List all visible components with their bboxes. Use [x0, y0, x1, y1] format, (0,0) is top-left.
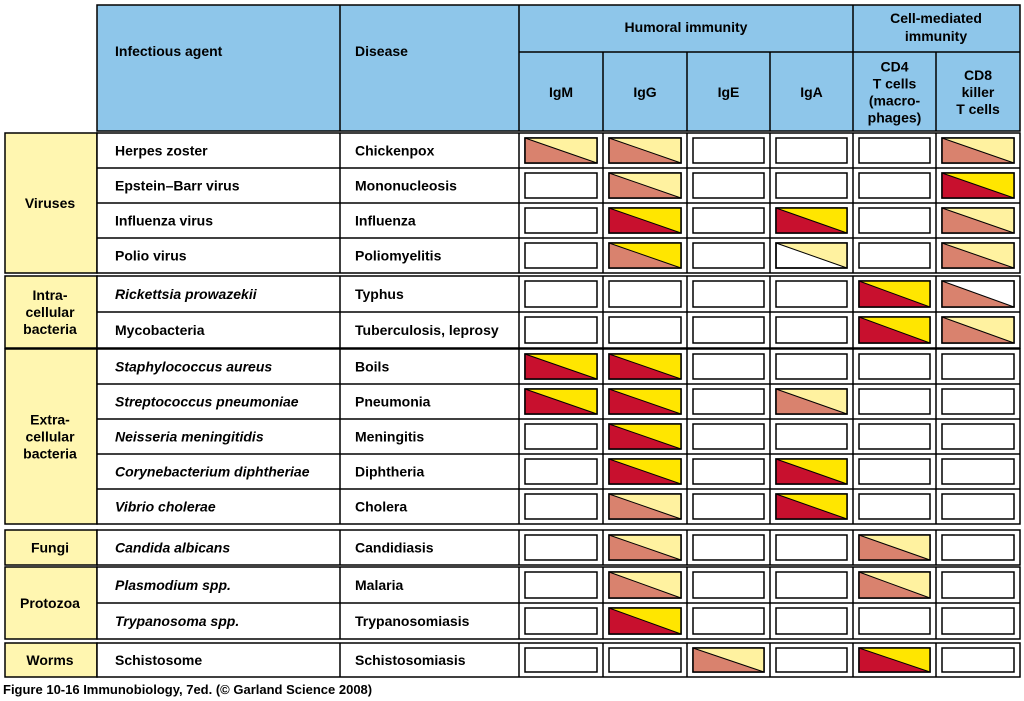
response-mark-cd8	[942, 648, 1014, 672]
response-mark-cd4	[859, 243, 930, 268]
response-mark-cd4	[859, 173, 930, 198]
response-mark-igg	[609, 424, 681, 449]
header-col-3: IgA	[800, 84, 823, 100]
disease-cell: Pneumonia	[355, 393, 431, 410]
response-mark-iga	[776, 648, 847, 672]
disease-cell: Candidiasis	[355, 539, 434, 556]
disease-cell: Diphtheria	[355, 463, 425, 480]
group-extracellularbacteria	[5, 349, 1020, 524]
response-mark-igm	[525, 424, 597, 449]
response-mark-cd4	[859, 572, 930, 598]
response-mark-igg	[609, 138, 681, 163]
response-mark-igg	[609, 208, 681, 233]
response-mark-ige	[693, 243, 764, 268]
response-mark-igm	[525, 354, 597, 379]
header-col-5: CD8	[963, 67, 993, 83]
response-mark-ige	[693, 208, 764, 233]
header-cell-mediated-immunity: Cell-mediated	[890, 10, 982, 26]
group-worms	[5, 643, 1020, 677]
header-disease: Disease	[355, 43, 408, 59]
response-mark-igg	[609, 173, 681, 198]
response-mark-iga	[776, 354, 847, 379]
response-mark-cd8	[942, 494, 1014, 519]
header-col-5: killer	[961, 84, 995, 100]
response-mark-iga	[776, 281, 847, 307]
response-mark-igg	[609, 535, 681, 560]
disease-cell: Influenza	[355, 212, 416, 229]
response-mark-iga	[776, 572, 847, 598]
response-mark-cd8	[942, 317, 1014, 343]
infectious-agent-cell: Corynebacterium diphtheriae	[115, 463, 310, 480]
group-label: Worms	[26, 652, 74, 668]
response-mark-iga	[776, 535, 847, 560]
response-mark-igm	[525, 535, 597, 560]
group-label: Viruses	[24, 195, 76, 211]
infectious-agent-cell: Polio virus	[115, 247, 187, 264]
group-viruses	[5, 133, 1020, 273]
disease-cell: Boils	[355, 358, 390, 375]
response-mark-cd4	[859, 648, 930, 672]
response-mark-igg	[609, 243, 681, 268]
response-mark-cd8	[942, 389, 1014, 414]
response-mark-ige	[693, 173, 764, 198]
response-mark-cd4	[859, 494, 930, 519]
disease-cell: Cholera	[355, 498, 408, 515]
disease-cell: Typhus	[355, 286, 404, 302]
response-mark-ige	[693, 572, 764, 598]
response-mark-igm	[525, 138, 597, 163]
header-col-4: CD4	[880, 58, 909, 75]
header-col-2: IgE	[717, 84, 740, 100]
response-mark-igg	[609, 459, 681, 484]
response-mark-iga	[776, 424, 847, 449]
response-mark-cd4	[859, 208, 930, 233]
response-mark-ige	[693, 459, 764, 484]
response-mark-ige	[693, 281, 764, 307]
response-mark-cd4	[859, 389, 930, 414]
response-mark-cd8	[942, 608, 1014, 634]
infectious-agent-cell: Trypanosoma spp.	[115, 613, 240, 629]
response-mark-iga	[776, 317, 847, 343]
response-mark-cd8	[942, 138, 1014, 163]
infectious-agent-cell: Staphylococcus aureus	[115, 358, 273, 375]
group-label: cellular	[25, 428, 75, 445]
response-mark-cd4	[859, 459, 930, 484]
group-intracellularbacteria	[5, 276, 1020, 348]
disease-cell: Meningitis	[355, 428, 425, 445]
disease-cell: Trypanosomiasis	[355, 613, 470, 629]
disease-cell: Tuberculosis, leprosy	[355, 322, 499, 338]
infectious-agent-cell: Candida albicans	[115, 539, 231, 556]
disease-cell: Schistosomiasis	[355, 652, 466, 668]
response-mark-cd8	[942, 208, 1014, 233]
response-mark-cd4	[859, 354, 930, 379]
infectious-agent-cell: Plasmodium spp.	[115, 577, 231, 593]
response-mark-cd8	[942, 572, 1014, 598]
response-mark-igm	[525, 173, 597, 198]
response-mark-igm	[525, 459, 597, 484]
response-mark-igg	[609, 608, 681, 634]
infectious-agent-cell: Influenza virus	[115, 212, 214, 229]
header-infectious-agent: Infectious agent	[115, 43, 223, 59]
response-mark-ige	[693, 424, 764, 449]
response-mark-igm	[525, 317, 597, 343]
group-label: Intra-	[32, 287, 68, 303]
group-label: Fungi	[30, 539, 70, 556]
response-mark-igm	[525, 572, 597, 598]
response-mark-iga	[776, 173, 847, 198]
response-mark-ige	[693, 494, 764, 519]
disease-cell: Chickenpox	[355, 142, 435, 159]
response-mark-cd4	[859, 424, 930, 449]
header-col-0: IgM	[548, 84, 574, 100]
header-humoral-immunity: Humoral immunity	[624, 19, 748, 35]
header-col-4: T cells	[872, 75, 917, 92]
response-mark-igg	[609, 494, 681, 519]
response-mark-igm	[525, 243, 597, 268]
response-mark-cd8	[942, 281, 1014, 307]
response-mark-cd8	[942, 424, 1014, 449]
disease-cell: Malaria	[355, 577, 404, 593]
header-col-5: T cells	[956, 101, 1000, 117]
group-label: bacteria	[23, 321, 77, 337]
response-mark-igg	[609, 317, 681, 343]
infectious-agent-cell: Vibrio cholerae	[115, 498, 216, 515]
infectious-agent-cell: Streptococcus pneumoniae	[115, 393, 299, 410]
response-mark-cd8	[942, 354, 1014, 379]
response-mark-cd8	[942, 173, 1014, 198]
infectious-agent-cell: Rickettsia prowazekii	[115, 286, 257, 302]
response-mark-igg	[609, 648, 681, 672]
response-mark-iga	[776, 389, 847, 414]
response-mark-iga	[776, 459, 847, 484]
response-mark-ige	[693, 138, 764, 163]
response-mark-igg	[609, 572, 681, 598]
response-mark-cd8	[942, 243, 1014, 268]
response-mark-ige	[693, 389, 764, 414]
group-protozoa	[5, 567, 1020, 639]
response-mark-cd4	[859, 608, 930, 634]
disease-cell: Poliomyelitis	[355, 247, 442, 264]
infectious-agent-cell: Schistosome	[115, 652, 203, 668]
response-mark-cd4	[859, 535, 930, 560]
response-mark-cd4	[859, 138, 930, 163]
response-mark-iga	[776, 494, 847, 519]
infectious-agent-cell: Epstein–Barr virus	[115, 177, 240, 194]
response-mark-cd4	[859, 281, 930, 307]
response-mark-ige	[693, 535, 764, 560]
response-mark-ige	[693, 608, 764, 634]
figure-caption: Figure 10-16 Immunobiology, 7ed. (© Garland Science 2008)	[3, 682, 373, 697]
response-mark-cd4	[859, 317, 930, 343]
response-mark-igg	[609, 281, 681, 307]
response-mark-igm	[525, 648, 597, 672]
group-fungi	[5, 530, 1020, 565]
response-mark-igm	[525, 208, 597, 233]
response-mark-igm	[525, 389, 597, 414]
response-mark-ige	[693, 354, 764, 379]
response-mark-igm	[525, 494, 597, 519]
response-mark-iga	[776, 138, 847, 163]
group-label: Extra-	[30, 411, 70, 428]
header-col-1: IgG	[633, 84, 657, 100]
response-mark-iga	[776, 208, 847, 233]
group-label: cellular	[25, 304, 75, 320]
infectious-agent-cell: Mycobacteria	[115, 322, 205, 338]
response-mark-iga	[776, 608, 847, 634]
infectious-agent-cell: Neisseria meningitidis	[115, 428, 264, 445]
disease-cell: Mononucleosis	[355, 177, 457, 194]
response-mark-ige	[693, 648, 764, 672]
group-label: bacteria	[23, 445, 77, 462]
header-cell-mediated-immunity: immunity	[904, 28, 968, 44]
response-mark-igg	[609, 354, 681, 379]
response-mark-igg	[609, 389, 681, 414]
response-mark-cd8	[942, 459, 1014, 484]
response-mark-ige	[693, 317, 764, 343]
infectious-agent-cell: Herpes zoster	[115, 142, 208, 159]
header-col-4: phages)	[867, 109, 922, 126]
group-label: Protozoa	[20, 595, 80, 611]
response-mark-cd8	[942, 535, 1014, 560]
response-mark-igm	[525, 281, 597, 307]
response-mark-igm	[525, 608, 597, 634]
header-col-4: (macro-	[868, 92, 921, 109]
response-mark-iga	[776, 243, 847, 268]
